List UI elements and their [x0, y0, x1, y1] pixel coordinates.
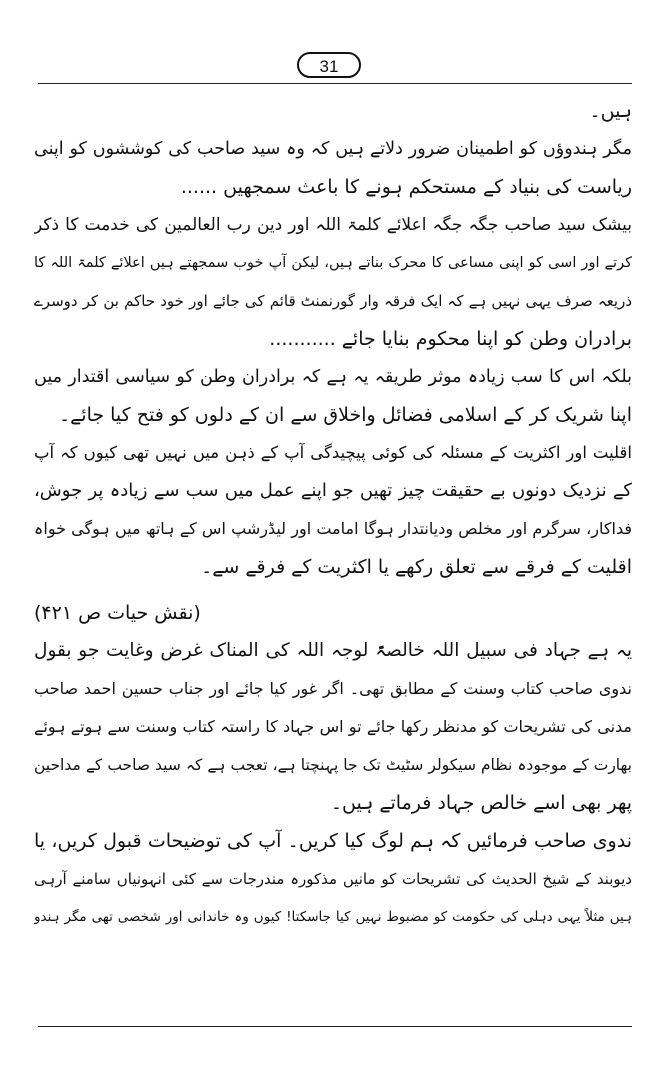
page-number: 31	[297, 52, 361, 78]
text-line: دیوبند کے شیخ الحدیث کی تشریحات کو مانیں مذکورہ مندرجات سے کئی انہونیاں سامنے آرہی	[34, 870, 632, 888]
text-line: اپنا شریک کر کے اسلامی فضائل واخلاق سے ان کے دلوں کو فتح کیا جائے۔	[59, 404, 632, 426]
text-line: کرتے اور اسی کو اپنی مساعی کا محرک بناتے ہیں، لیکن آپ خوب سمجھتے ہیں اعلائے کلمۃ اللہ کا	[34, 255, 632, 271]
text-line: پھر بھی اسے خالص جہاد فرماتے ہیں۔	[330, 792, 632, 814]
text-line: بلکہ اس کا سب زیادہ موثر طریقہ یہ ہے کہ برادران وطن کو سیاسی اقتدار میں	[34, 367, 632, 387]
text-line: برادران وطن کو اپنا محکوم بنایا جائے ...........	[269, 328, 632, 350]
text-line: ہیں۔	[589, 100, 632, 122]
text-line: بھارت کے موجودہ نظام سیکولر سٹیٹ تک جا پہنچتا ہے، تعجب ہے کہ سید صاحب کے مداحین	[34, 756, 632, 774]
text-line: بیشک سید صاحب جگہ جگہ اعلائے کلمۃ اللہ اور دین رب العالمین کی خدمت کا ذکر	[34, 215, 632, 235]
text-line: ریاست کی بنیاد کے مستحکم ہونے کا باعث سمجھیں ......	[180, 176, 632, 198]
footer-rule	[38, 1026, 632, 1027]
paragraph-gap	[34, 586, 632, 594]
text-line: ہیں مثلاً یہی دہلی کی حکومت کو مضبوط نہیں کیا جاسکتا! کیوں وہ خاندانی اور شخصی تھی مگر ہندو	[34, 909, 632, 925]
page-body	[34, 92, 632, 936]
citation: (نقش حیات ص ۴۲۱)	[34, 602, 201, 624]
header-rule	[38, 83, 632, 84]
text-line: اقلیت اور اکثریت کے مسئلہ کی کوئی پیچیدگی آپ کے ذہن میں نہیں تھی کیوں کہ آپ	[34, 443, 632, 462]
text-line: ندوی صاحب فرمائیں کہ ہم لوگ کیا کریں۔ آپ کی توضیحات قبول کریں، یا	[34, 830, 632, 852]
text-line: اقلیت کے فرقے سے تعلق رکھے یا اکثریت کے فرقے سے۔	[201, 556, 632, 578]
text-line: کے نزدیک دونوں بے حقیقت چیز تھیں جو اپنے عمل میں سب سے زیادہ پر جوش،	[34, 480, 632, 501]
text-line: فداکار، سرگرم اور مخلص ودیانتدار ہوگا امامت اور لیڈرشپ اس کے ہاتھ میں ہوگی خواہ	[34, 519, 632, 538]
text-line: مگر ہندوؤں کو اطمینان ضرور دلاتے ہیں کہ وہ سید صاحب کی کوششوں کو اپنی	[34, 139, 632, 159]
text-line: یہ ہے جہاد فی سبیل اللہ خالصۃً لوجہ اللہ کی المناک غرض وغایت جو بقول	[34, 640, 632, 661]
text-line: ذریعہ صرف یہی نہیں ہے کہ ایک فرقہ وار گورنمنٹ قائم کی جائے اور خود حاکم بن کر دوسرے	[34, 292, 632, 310]
text-line: مدنی کی تشریحات کو مدنظر رکھا جائے تو اس جہاد کا راستہ کتاب وسنت سے ہوتے ہوئے	[34, 717, 632, 736]
text-line: ندوی صاحب کتاب وسنت کے مطابق تھی۔ اگر غور کیا جائے اور جناب حسین احمد صاحب	[34, 679, 632, 698]
